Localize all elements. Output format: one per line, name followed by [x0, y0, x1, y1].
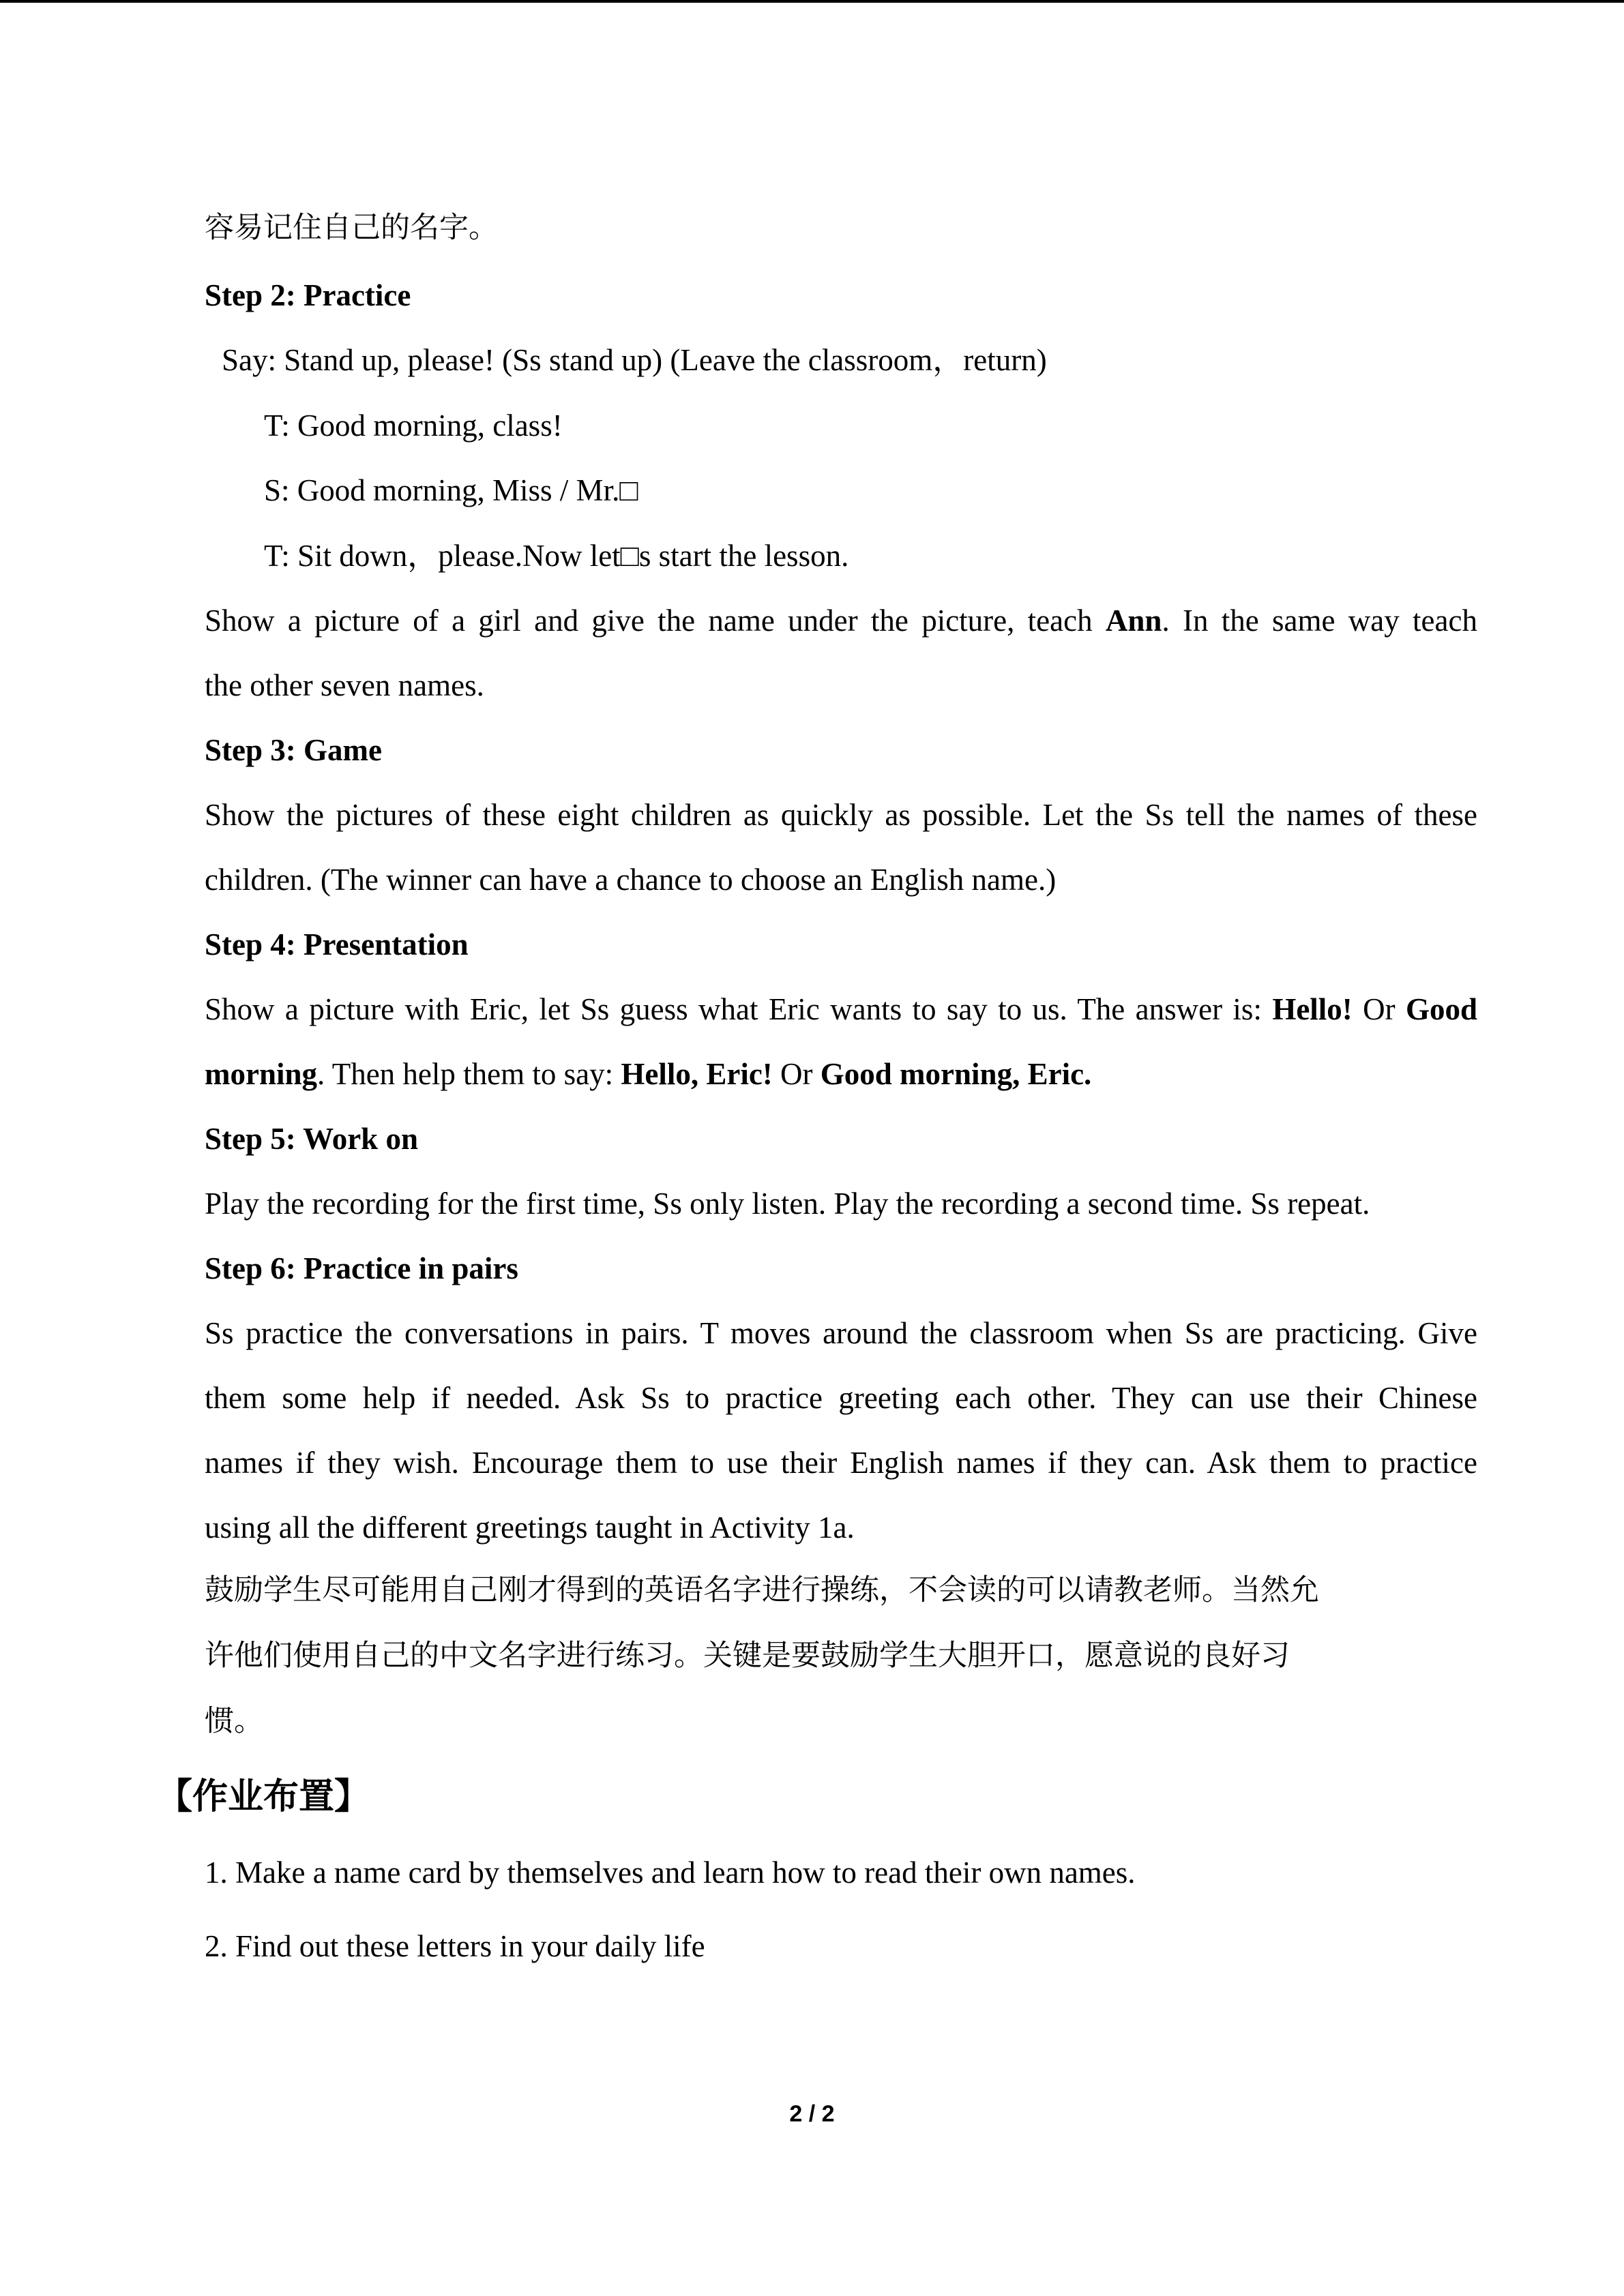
intro-chinese-tail: 容易记住自己的名字。	[205, 211, 498, 245]
homework-title: 【作业布置】	[157, 1776, 370, 1817]
step6-line4: using all the different greetings taught in Activity 1a.	[205, 1510, 855, 1545]
step2-student-greeting: S: Good morning, Miss / Mr.□	[264, 473, 638, 507]
step6-line2: them some help if needed. Ask Ss to practice greeting each other. They can use their Chinese	[205, 1381, 1477, 1415]
step4-morning: morning	[205, 1057, 318, 1091]
step2-heading: Step 2: Practice	[205, 278, 411, 312]
step2-name-ann: Ann	[1105, 603, 1162, 638]
homework-item-1: 1. Make a name card by themselves and learn how to read their own names.	[205, 1855, 1136, 1890]
step3-heading: Step 3: Game	[205, 733, 382, 767]
top-border-line	[0, 0, 1624, 3]
step4-hello-eric: Hello, Eric!	[621, 1057, 773, 1091]
step6-heading: Step 6: Practice in pairs	[205, 1251, 518, 1285]
step2-say: Say: Stand up, please! (Ss stand up) (Leave the classroom，return)	[222, 343, 1047, 377]
step3-line2: children. (The winner can have a chance to choose an English name.)	[205, 863, 1057, 897]
step2-show-picture-line2: the other seven names.	[205, 668, 484, 702]
step4-line2: morning. Then help them to say: Hello, Eric! Or Good morning, Eric.	[205, 1057, 1092, 1091]
step4-good-morning-eric: Good morning, Eric.	[820, 1057, 1092, 1091]
page-number: 2 / 2	[789, 2101, 835, 2127]
step2-show-text-a: Show a picture of a girl and give the name under the picture, teach	[205, 603, 1106, 638]
step4-good: Good	[1405, 992, 1478, 1026]
step6-line3: names if they wish. Encourage them to use their English names if they can. Ask them to practice	[205, 1446, 1477, 1480]
step6-chinese-line1: 鼓励学生尽可能用自己刚才得到的英语名字进行操练，不会读的可以请教老师。当然允	[205, 1573, 1319, 1607]
step4-line1: Show a picture with Eric, let Ss guess what Eric wants to say to us. The answer is: Hello! Or Good	[205, 992, 1478, 1026]
step6-chinese-line3: 惯。	[205, 1704, 263, 1738]
step3-line1: Show the pictures of these eight children as quickly as possible. Let the Ss tell the names of these	[205, 798, 1477, 832]
step5-line1: Play the recording for the first time, Ss only listen. Play the recording a second time. Ss repeat.	[205, 1187, 1370, 1221]
step4-heading: Step 4: Presentation	[205, 927, 469, 961]
step2-teacher-greeting: T: Good morning, class!	[264, 408, 563, 443]
step2-show-text-b: . In the same way teach	[1162, 603, 1477, 638]
step4-hello: Hello!	[1272, 992, 1353, 1026]
step2-teacher-sit-down: T: Sit down，please.Now let□s start the lesson.	[264, 539, 849, 573]
step6-line1: Ss practice the conversations in pairs. T moves around the classroom when Ss are practicing. Give	[205, 1316, 1477, 1350]
step5-heading: Step 5: Work on	[205, 1122, 418, 1156]
step2-show-picture-line	[205, 600, 1477, 641]
step6-chinese-line2: 许他们使用自己的中文名字进行练习。关键是要鼓励学生大胆开口，愿意说的良好习	[205, 1639, 1290, 1673]
homework-item-2: 2. Find out these letters in your daily life	[205, 1929, 705, 1963]
